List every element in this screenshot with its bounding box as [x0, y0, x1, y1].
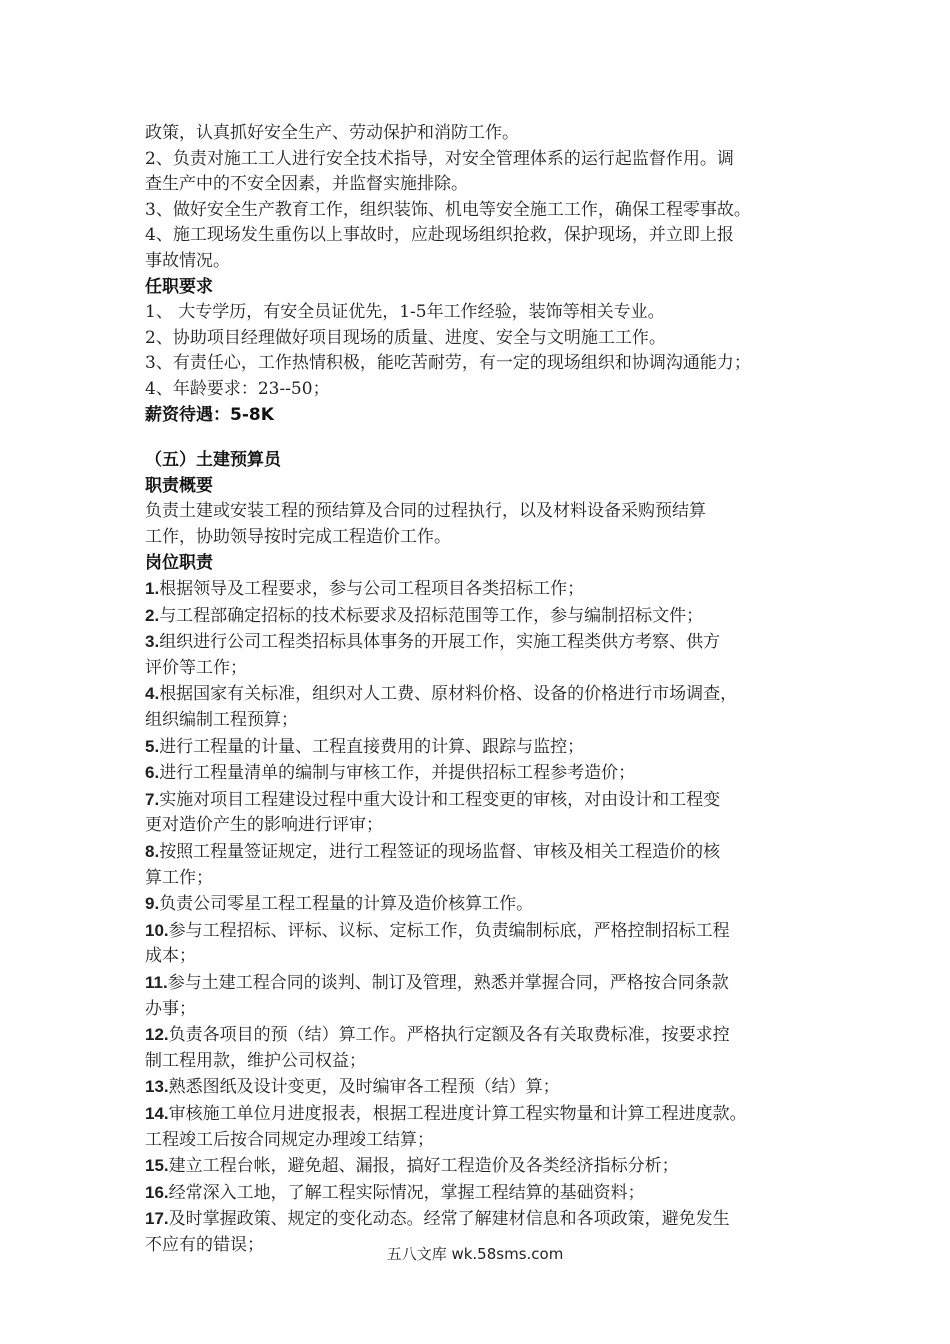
duty-line: [145, 1022, 845, 1049]
duty-text: 评价等工作；: [145, 657, 247, 678]
duty-line: [145, 1074, 845, 1101]
duty-number: 9.: [145, 894, 160, 914]
duty-text: 建立工程台帐，避免超、漏报，搞好工程造价及各类经济指标分析；: [168, 1156, 679, 1177]
paragraph-line: 事故情况。: [145, 250, 230, 271]
duty-line: [145, 1180, 845, 1207]
duty-line: [145, 1206, 845, 1233]
duty-line: [145, 603, 845, 630]
duty-text: 实施对项目工程建设过程中重大设计和工程变更的审核，对由设计和工程变: [159, 789, 721, 810]
duty-text: 负责公司零星工程工程量的计算及造价核算工作。: [159, 894, 534, 915]
duty-line: [145, 970, 845, 997]
summary-heading: 职责概要: [145, 475, 213, 496]
duty-line: [145, 734, 845, 761]
duty-number: 5.: [145, 736, 160, 756]
duty-number: 11.: [145, 973, 168, 992]
duty-number: 12.: [145, 1025, 169, 1045]
duty-text: 根据国家有关标准，组织对人工费、原材料价格、设备的价格进行市场调查，: [159, 684, 738, 705]
footer-watermark: 五八文库 wk.58sms.com: [386, 1245, 564, 1263]
duty-line: [145, 866, 845, 892]
duty-text: 熟悉图纸及设计变更，及时编审各工程预（结）算；: [168, 1077, 560, 1098]
duty-text: 审核施工单位月进度报表，根据工程进度计算工程实物量和计算工程进度款。: [168, 1103, 747, 1124]
duty-text: 参与工程招标、评标、议标、定标工作，负责编制标底，严格控制招标工程: [168, 920, 730, 941]
duty-text: 与工程部确定招标的技术标要求及招标范围等工作，参与编制招标文件；: [159, 605, 704, 626]
requirement-line: 1、 大专学历，有安全员证优先，1-5年工作经验，装饰等相关专业。: [145, 302, 665, 323]
paragraph-line: 3、做好安全生产教育工作，组织装饰、机电等安全施工工作，确保工程零事故。: [145, 199, 751, 220]
requirement-line: 4、年龄要求：23--50；: [145, 378, 330, 399]
duty-number: 15.: [145, 1156, 169, 1176]
duty-line: [145, 891, 845, 918]
duty-text: 成本；: [145, 946, 196, 967]
duty-line: [145, 760, 845, 787]
duty-line: [145, 839, 845, 866]
section-a-lines: [145, 121, 845, 275]
summary-text: [145, 499, 845, 550]
duty-text: 按照工程量签证规定，进行工程签证的现场监督、审核及相关工程造价的核: [159, 842, 721, 863]
paragraph-line: 查生产中的不安全因素，并监督实施排除。: [145, 174, 468, 195]
duties-list: [145, 576, 845, 1258]
paragraph-line: 4、施工现场发生重伤以上事故时，应赴现场组织抢救，保护现场，并立即上报: [145, 225, 734, 246]
duty-number: 7.: [145, 789, 160, 809]
duty-text: 组织进行公司工程类招标具体事务的开展工作，实施工程类供方考察、供方: [159, 632, 721, 653]
duty-text: 经常深入工地，了解工程实际情况，掌握工程结算的基础资料；: [168, 1182, 645, 1203]
duty-line: [145, 1049, 845, 1075]
duty-text: 组织编制工程预算；: [145, 710, 298, 731]
duties-heading: 岗位职责: [145, 552, 213, 573]
duty-text: 进行工程量的计量、工程直接费用的计算、跟踪与监控；: [159, 736, 585, 757]
duty-text: 参与土建工程合同的谈判、制订及管理，熟悉并掌握合同，严格按合同条款: [167, 973, 729, 993]
duty-line: [145, 656, 845, 682]
duty-line: [145, 997, 845, 1023]
duty-text: 工程竣工后按合同规定办理竣工结算；: [145, 1129, 434, 1150]
duty-line: [145, 576, 845, 603]
duty-line: [145, 1101, 845, 1128]
duty-number: 2.: [145, 605, 160, 625]
duty-line: [145, 681, 845, 708]
duty-number: 13.: [145, 1077, 169, 1097]
section-title: （五）土建预算员: [145, 450, 281, 471]
duty-text: 及时掌握政策、规定的变化动态。经常了解建材信息和各项政策，避免发生: [168, 1209, 730, 1230]
section-gap: [145, 428, 845, 448]
document-body: [145, 121, 845, 1259]
duty-text: 负责各项目的预（结）算工作。严格执行定额及各有关取费标准，按要求控: [168, 1025, 730, 1046]
duty-number: 16.: [145, 1182, 169, 1202]
duty-number: 4.: [145, 684, 160, 704]
paragraph-line: 2、负责对施工工人进行安全技术指导，对安全管理体系的运行起监督作用。调: [145, 148, 734, 169]
duty-line: [145, 944, 845, 970]
duty-line: [145, 1153, 845, 1180]
duty-line: [145, 1128, 845, 1154]
duty-text: 进行工程量清单的编制与审核工作，并提供招标工程参考造价；: [159, 763, 636, 784]
paragraph-line: 政策，认真抓好安全生产、劳动保护和消防工作。: [145, 123, 519, 143]
duty-number: 6.: [145, 763, 160, 783]
summary-line: 工作，协助领导按时完成工程造价工作。: [145, 526, 451, 547]
duty-line: [145, 708, 845, 734]
duty-text: 根据领导及工程要求，参与公司工程项目各类招标工作；: [159, 579, 585, 600]
summary-line: 负责土建或安装工程的预结算及合同的过程执行，以及材料设备采购预结算: [145, 501, 706, 522]
duty-line: [145, 813, 845, 839]
duty-number: 8.: [145, 842, 160, 862]
duty-text: 更对造价产生的影响进行评审；: [145, 815, 383, 836]
duty-number: 14.: [145, 1103, 169, 1123]
duty-text: 制工程用款，维护公司权益；: [145, 1050, 366, 1071]
requirement-line: 2、协助项目经理做好项目现场的质量、进度、安全与文明施工工作。: [145, 327, 666, 348]
duty-number: 17.: [145, 1209, 169, 1229]
duty-number: 1.: [145, 579, 160, 599]
requirements-heading: 任职要求: [145, 276, 213, 297]
requirements-list: [145, 300, 845, 402]
duty-line: [145, 787, 845, 814]
duty-line: [145, 629, 845, 656]
duty-text: 算工作；: [145, 867, 213, 888]
duty-number: 10.: [145, 920, 169, 940]
requirement-line: 3、有责任心，工作热情积极，能吃苦耐劳，有一定的现场组织和协调沟通能力；: [145, 353, 751, 374]
duty-text: 办事；: [145, 998, 196, 1019]
duty-line: [145, 918, 845, 945]
salary-line: 薪资待遇：5-8K: [145, 404, 274, 425]
duty-text: 不应有的错误；: [145, 1234, 264, 1255]
duty-number: 3.: [145, 632, 160, 652]
